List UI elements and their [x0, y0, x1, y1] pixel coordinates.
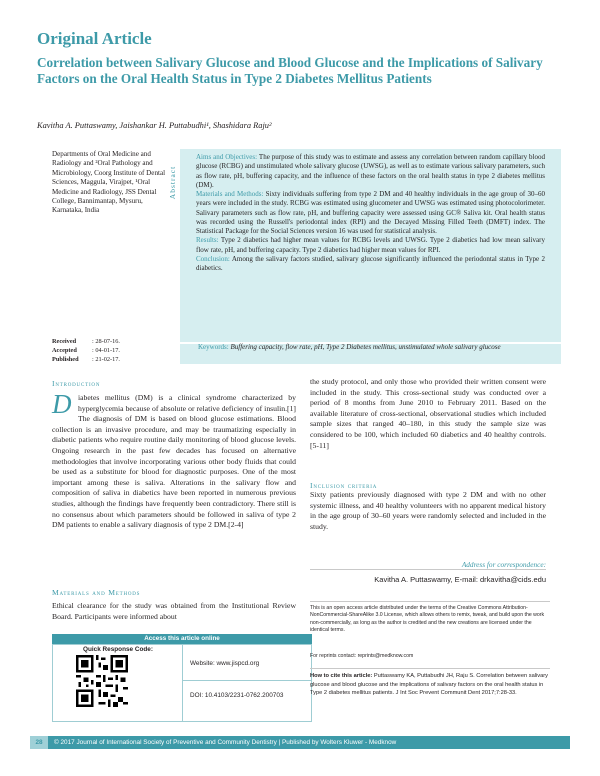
- received-date: Received : 28-07-16.: [52, 338, 120, 345]
- divider: [310, 569, 546, 570]
- affiliation: Departments of Oral Medicine and Radiology and ²Oral Pathology and Microbiology, Coorg Institute of Dental Sciences, Maggula, Virajpet, ¹Oral Medicine and Radiology, JSS Dental College, Bannimantap, Mysuru, Karnataka, India: [52, 150, 166, 215]
- methods-heading: Materials and Methods: [52, 588, 141, 597]
- doi[interactable]: DOI: 10.4103/2231-0762.200703: [190, 692, 284, 699]
- reprints: For reprints contact: reprints@medknow.com: [310, 653, 414, 659]
- authors: Kavitha A. Puttaswamy, Jaishankar H. Puttabudhi¹, Shashidara Raju²: [37, 121, 272, 130]
- introduction-heading: Introduction: [52, 379, 101, 388]
- qr-label: Quick Response Code:: [83, 646, 153, 653]
- correspondence-label: Address for correspondence:: [461, 560, 546, 569]
- footer-text: © 2017 Journal of International Society of Preventive and Community Dentistry | Published by Wolters Kluwer - Medknow: [54, 739, 397, 746]
- citation: How to cite this article: Puttaswamy KA, Puttabudhi JH, Raju S. Correlation between salivary glucose and blood glucose and the implications of salivary factors on the oral health status in Type 2 diabetes mellitus patients. J Int Soc Prevent Communit Dent 2017;7:28-33.: [310, 673, 549, 697]
- divider: [310, 668, 550, 669]
- methods-text-left: Ethical clearance for the study was obtained from the Institutional Review Board. Participants were informed about: [52, 601, 296, 621]
- divider: [310, 601, 550, 602]
- published-date: Published : 21-02-17.: [52, 356, 120, 363]
- inclusion-heading: Inclusion criteria: [310, 481, 378, 490]
- article-type: Original Article: [37, 29, 152, 48]
- license-text: This is an open access article distributed under the terms of the Creative Commons Attribution-NonCommercial-ShareAlike 3.0 License, which allows others to remix, tweak, and build upon the work non-commercially, as long as the author is credited and the new creations are licensed under the identical terms.: [310, 605, 545, 634]
- page-number: 28: [30, 736, 48, 749]
- divider: [182, 644, 183, 722]
- website[interactable]: Website: www.jispcd.org: [190, 660, 260, 667]
- abstract-text: Aims and Objectives: The purpose of this study was to estimate and assess any correlation between random capillary blood glucose (RCBG) and unstimulated whole salivary glucose (UWSG), as well as to estimate various salivary parameters, such as flow rate, pH, buffering capacity, and the influence of these factors on the oral health status in type 2 diabetes mellitus (DM). Materials and Methods: Sixty individuals suffering from type 2 DM and 40 healthy individuals in the age group of 30–60 years were included in the study. RCBG was estimated using glucometer and UWSG was estimated using photocolorimeter. Salivary parameters such as flow rate, pH, and buffering capacity were assessed using GC® Saliva kit. Oral health status was recorded using the Russell's periodontal index (RPI) and the Decayed Missing Filled Teeth (DMFT) index. The Statistical Package for the Social Sciences version 16 was used for statistical analysis. Results: Type 2 diabetics had higher mean values for RCBG levels and UWSG. Type 2 diabetics had low mean salivary flow rate, pH, and buffering capacity. Type 2 diabetics had higher mean values for RPI. Conclusion: Among the salivary factors studied, salivary glucose significantly influenced the periodontal status in Type 2 diabetics.: [196, 153, 546, 272]
- divider: [183, 680, 311, 681]
- keywords: Keywords: Buffering capacity, flow rate, pH, Type 2 Diabetes mellitus, unstimulated whole salivary glucose: [198, 343, 501, 351]
- access-bar: Access this article online: [52, 634, 312, 644]
- abstract-side-label: Abstract: [168, 165, 178, 200]
- dates: [52, 337, 120, 364]
- article-title: Correlation between Salivary Glucose and Blood Glucose and the Implications of Salivary Factors on the Oral Health Status in Type 2 Diabetes Mellitus Patients: [37, 55, 543, 86]
- introduction-text: Diabetes mellitus (DM) is a clinical syndrome characterized by hyperglycemia because of absolute or relative deficiency of insulin.[1] The diagnosis of DM is based on blood glucose estimations. Blood collection is an invasive procedure, and may be traumatizing especially in diabetic patients who require routine daily monitoring of blood glucose levels. Ongoing research in the past few decades has focused on alternative methodologies that involve incorporating various other body fluids that could be used as a substitute for blood for diagnostic purposes. One of the most important among these is saliva. Alterations in the salivary flow and composition of saliva in diabetics have been reported in numerous previous studies, although the findings have frequently been contradictory. There still is no consensus about which parameters should be followed in saliva of type 2 DM patients to enable a salivary diagnosis of type 2 DM.[2-4]: [52, 389, 296, 530]
- methods-text-right: the study protocol, and only those who provided their written consent were included in the study. This cross-sectional study was conducted over a period of 8 months from June 2010 to February 2011. Based on the available literature of cross-sectional, observational studies which included sample sizes that ranged 40–180, in this study the sample size was considered to be 100, which included 60 diabetics and 40 healthy controls.[5-11]: [310, 377, 546, 450]
- footer: [30, 736, 570, 749]
- accepted-date: Accepted : 04-01-17.: [52, 347, 120, 354]
- dropcap: D: [52, 389, 72, 419]
- inclusion-text: Sixty patients previously diagnosed with type 2 DM and with no other systemic illness, and 40 healthy volunteers with no apparent medical history in the age group of 30–60 years were randomly selected and included in the study.: [310, 490, 546, 531]
- correspondence-text: Kavitha A. Puttaswamy, E-mail: drkavitha@cids.edu: [374, 575, 546, 584]
- qr-code-icon: [76, 655, 128, 707]
